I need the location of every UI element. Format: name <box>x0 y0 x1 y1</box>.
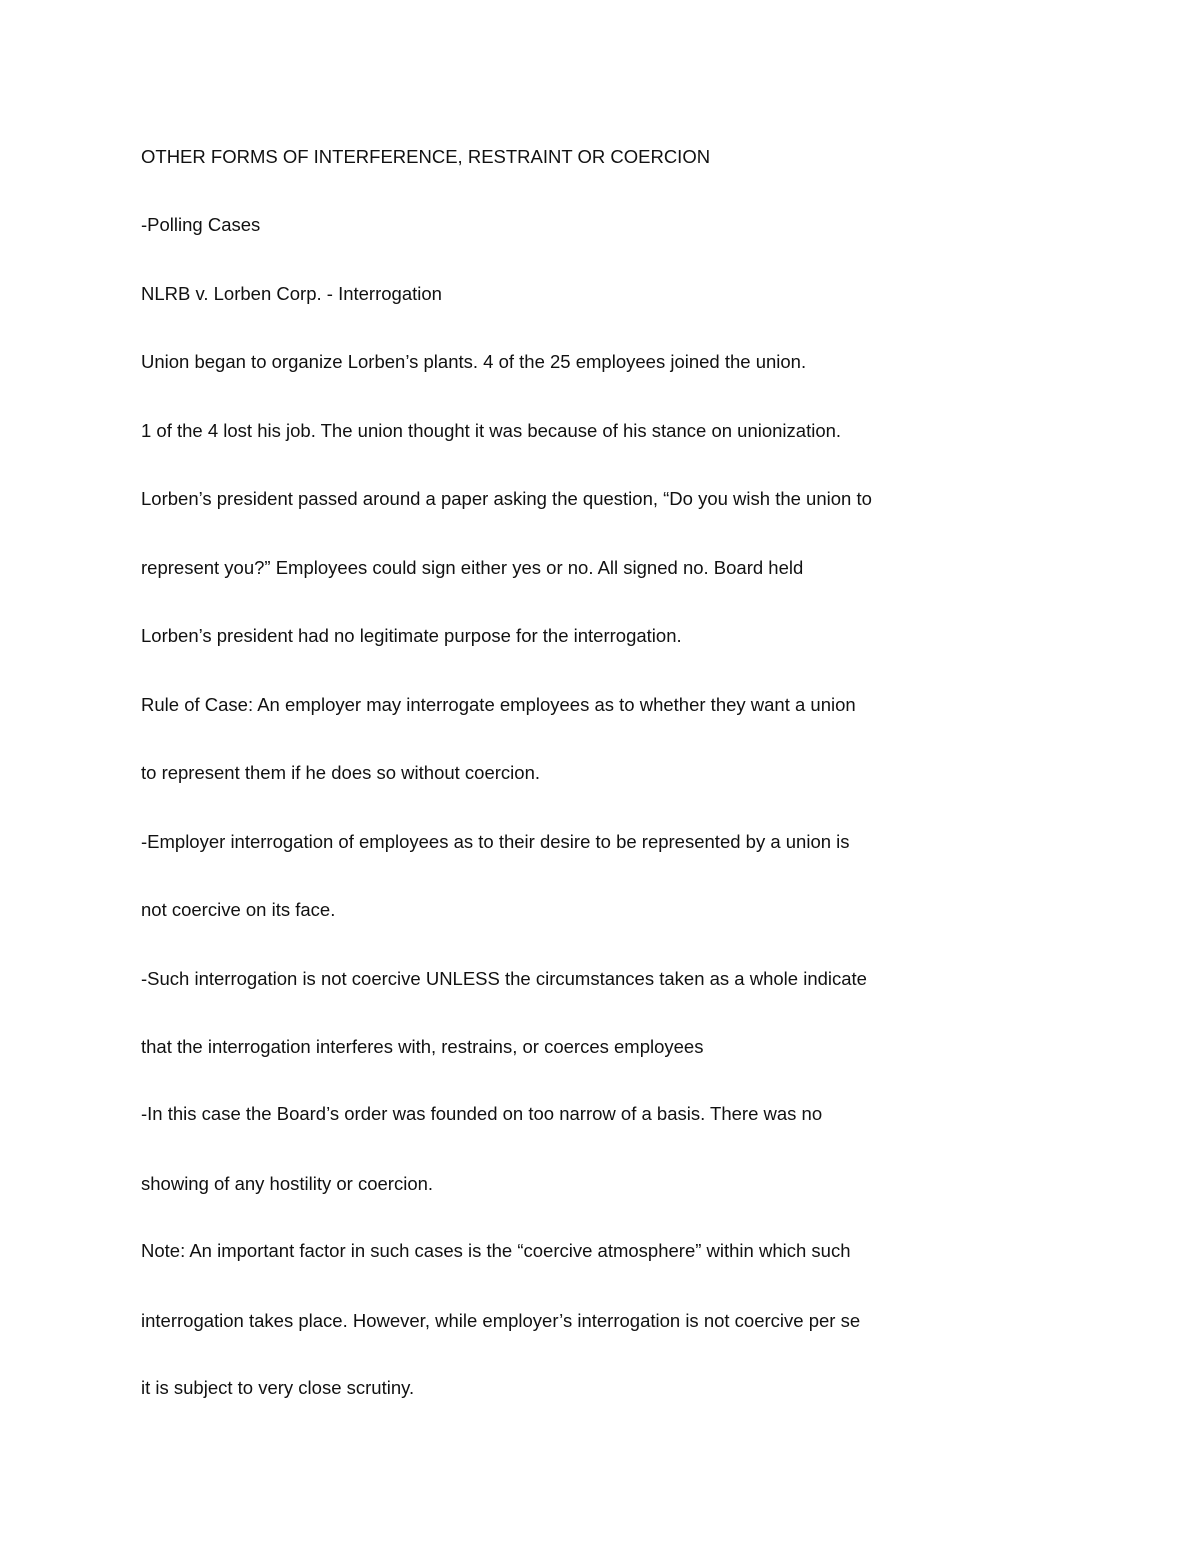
body-line: it is subject to very close scrutiny. <box>141 1377 415 1398</box>
case-title: NLRB v. Lorben Corp. - Interrogation <box>141 283 442 304</box>
body-line: -Employer interrogation of employees as to their desire to be represented by a union is <box>141 831 850 852</box>
section-subheading: -Polling Cases <box>141 214 261 235</box>
rule-of-case-line: Rule of Case: An employer may interrogate employees as to whether they want a union <box>141 694 856 715</box>
document-heading: OTHER FORMS OF INTERFERENCE, RESTRAINT OR COERCION <box>141 146 711 167</box>
body-line: interrogation takes place. However, while employer’s interrogation is not coercive per se <box>141 1310 861 1331</box>
body-line: 1 of the 4 lost his job. The union thought it was because of his stance on unionization. <box>141 420 842 441</box>
body-line: that the interrogation interferes with, restrains, or coerces employees <box>141 1036 704 1057</box>
body-line: not coercive on its face. <box>141 899 336 920</box>
body-line: represent you?” Employees could sign either yes or no. All signed no. Board held <box>141 557 804 578</box>
body-line: to represent them if he does so without coercion. <box>141 762 540 783</box>
body-line: Lorben’s president had no legitimate purpose for the interrogation. <box>141 625 682 646</box>
body-line: showing of any hostility or coercion. <box>141 1173 434 1194</box>
body-line: Lorben’s president passed around a paper asking the question, “Do you wish the union to <box>141 488 872 509</box>
note-line: Note: An important factor in such cases is the “coercive atmosphere” within which such <box>141 1240 851 1261</box>
body-line: -In this case the Board’s order was founded on too narrow of a basis. There was no <box>141 1103 823 1124</box>
body-line: Union began to organize Lorben’s plants. 4 of the 25 employees joined the union. <box>141 351 807 372</box>
body-line: -Such interrogation is not coercive UNLESS the circumstances taken as a whole indicate <box>141 968 867 989</box>
